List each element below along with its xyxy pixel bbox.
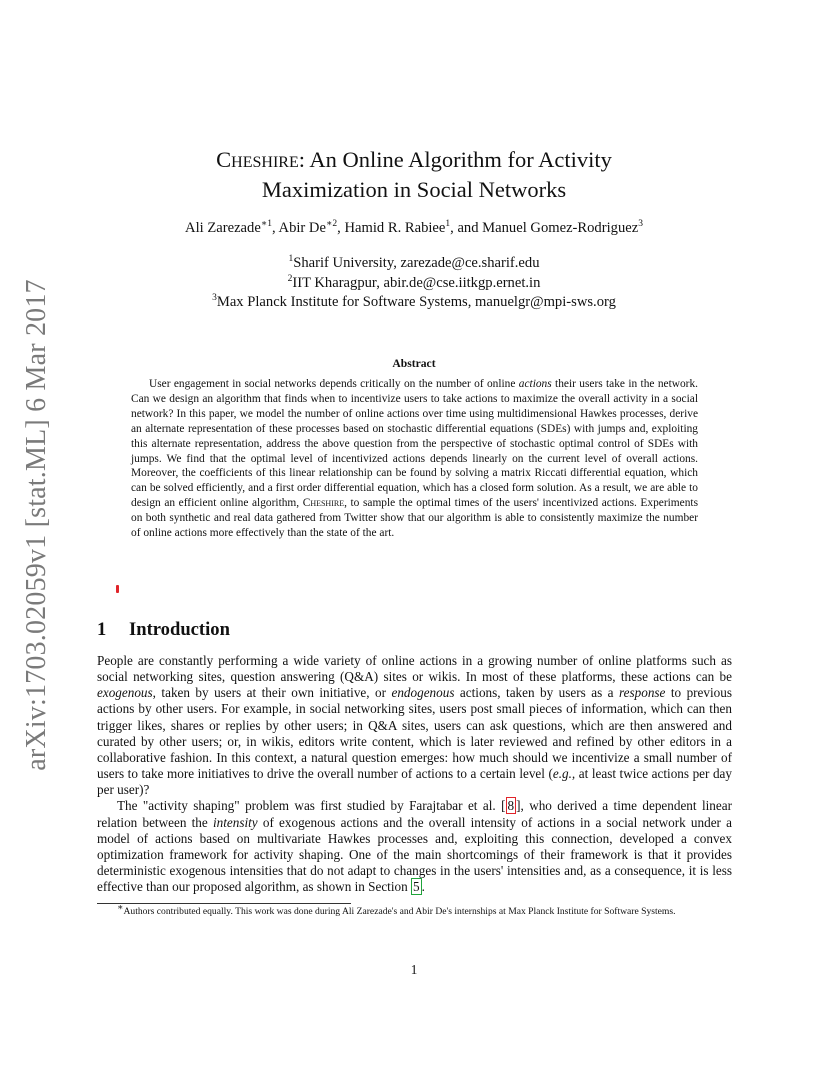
author: Manuel Gomez-Rodriguez$^3$ [482,219,643,236]
affiliation: $^2$IIT Kharagpur, abir.de@cse.iitkgp.ernet.in [287,273,541,291]
affiliation-list [0,254,828,313]
paragraph: The "activity shaping" problem was first studied by Farajtabar et al. [ 8 ], who derived a time dependent linear relation between the intensity of exogenous actions and the overall intensity of actions in a social network under a model of actions based on multivariate Hawkes processes and, exploiting this connection, developed a convex optimization framework for activity shaping. One of the main shortcomings of their framework is that it provides deterministic exogenous intensities that do not adapt to changes in the users' intensities and, as a consequence, it is less effective than our proposed algorithm, as shown in Section 5 . [97,798,732,895]
title-algorithm-name: Cheshire [216,147,299,172]
citation-link[interactable]: 8 [507,798,515,814]
section-heading [97,619,230,641]
affiliation: $^3$Max Planck Institute for Software Systems, manuelgr@mpi-sws.org [212,293,616,310]
abstract-text: User engagement in social networks depends critically on the number of online actions their users take in the network. Can we design an algorithm that finds when to incentivize users to take actions to maximize the overall activity in a social network? In this paper, we model the number of online actions over time using multidimensional Hawkes processes, derive an alternate representation of these processes based on stochastic differential equations (SDEs) with jumps and, exploiting this alternate representation, address the above question from the perspective of stochastic optimal control of SDEs with jumps. We find that the optimal level of incentivized actions depends linearly on the current level of overall actions. Moreover, the coefficients of this linear relationship can be found by solving a matrix Riccati differential equation, which can be solved efficiently, and a first order differential equation, which has a closed form solution. As a result, we are able to design an efficient online algorithm, Cheshire, to sample the optimal times of the users' incentivized actions. Experiments on both synthetic and real data gathered from Twitter show that our algorithm is able to consistently maximize the number of online actions more effectively than the state of the art. [131,378,698,540]
arxiv-sidebar [14,280,60,770]
section-number: 1 [97,619,107,640]
footnote: ∗Authors contributed equally. This work was done during Ali Zarezade's and Abir De's internships at Max Planck Institute for Software Systems. [117,902,676,917]
author: Ali Zarezade$^{∗1}$ [185,219,273,236]
section-title: Introduction [129,619,230,640]
arxiv-identifier: arXiv:1703.02059v1 [stat.ML] 6 Mar 2017 [21,279,53,771]
introduction-text [97,653,732,895]
paper-title [0,145,828,205]
title-line-2: Maximization in Social Networks [261,177,567,202]
affiliation: $^1$Sharif University, zarezade@ce.sharif.edu [288,254,540,271]
author: Hamid R. Rabiee$^1$ [344,219,451,236]
section-reference-link[interactable]: 5 [413,879,420,895]
author-list: Ali Zarezade$^{∗1}$, Abir $De^{∗2}$, Hamid R. Rabiee$^1$, and Manuel Gomez-Rodriguez$^3$ [185,219,643,236]
title-line-1: : An Online Algorithm for Activity [298,147,612,172]
author: Abir $De^{∗2}$ [278,219,338,236]
footnote-rule [97,903,351,904]
annotation-marker [116,585,119,593]
paragraph: People are constantly performing a wide variety of online actions in a growing number of online platforms such as social networking sites, question answering (Q&A) sites or wikis. In most of these platforms, these actions can be exogenous, taken by users at their own initiative, or endogenous actions, taken by users as a response to previous actions by other users. For example, in social networking sites, users post small pieces of information, which can then trigger likes, shares or replies by other users; in Q&A sites, users can ask questions, which are then answered and curated by other users; or, in wikis, editors write content, which is later reviewed and refined by other editors in a collaborative fashion. In this context, a natural question emerges: how much should we incentivize a small number of users to take more initiatives to drive the overall number of actions to a certain level (e.g., at least twice actions per day per user)? [97,653,732,798]
abstract-heading: Abstract [392,357,436,370]
page-number: 1 [410,962,418,977]
